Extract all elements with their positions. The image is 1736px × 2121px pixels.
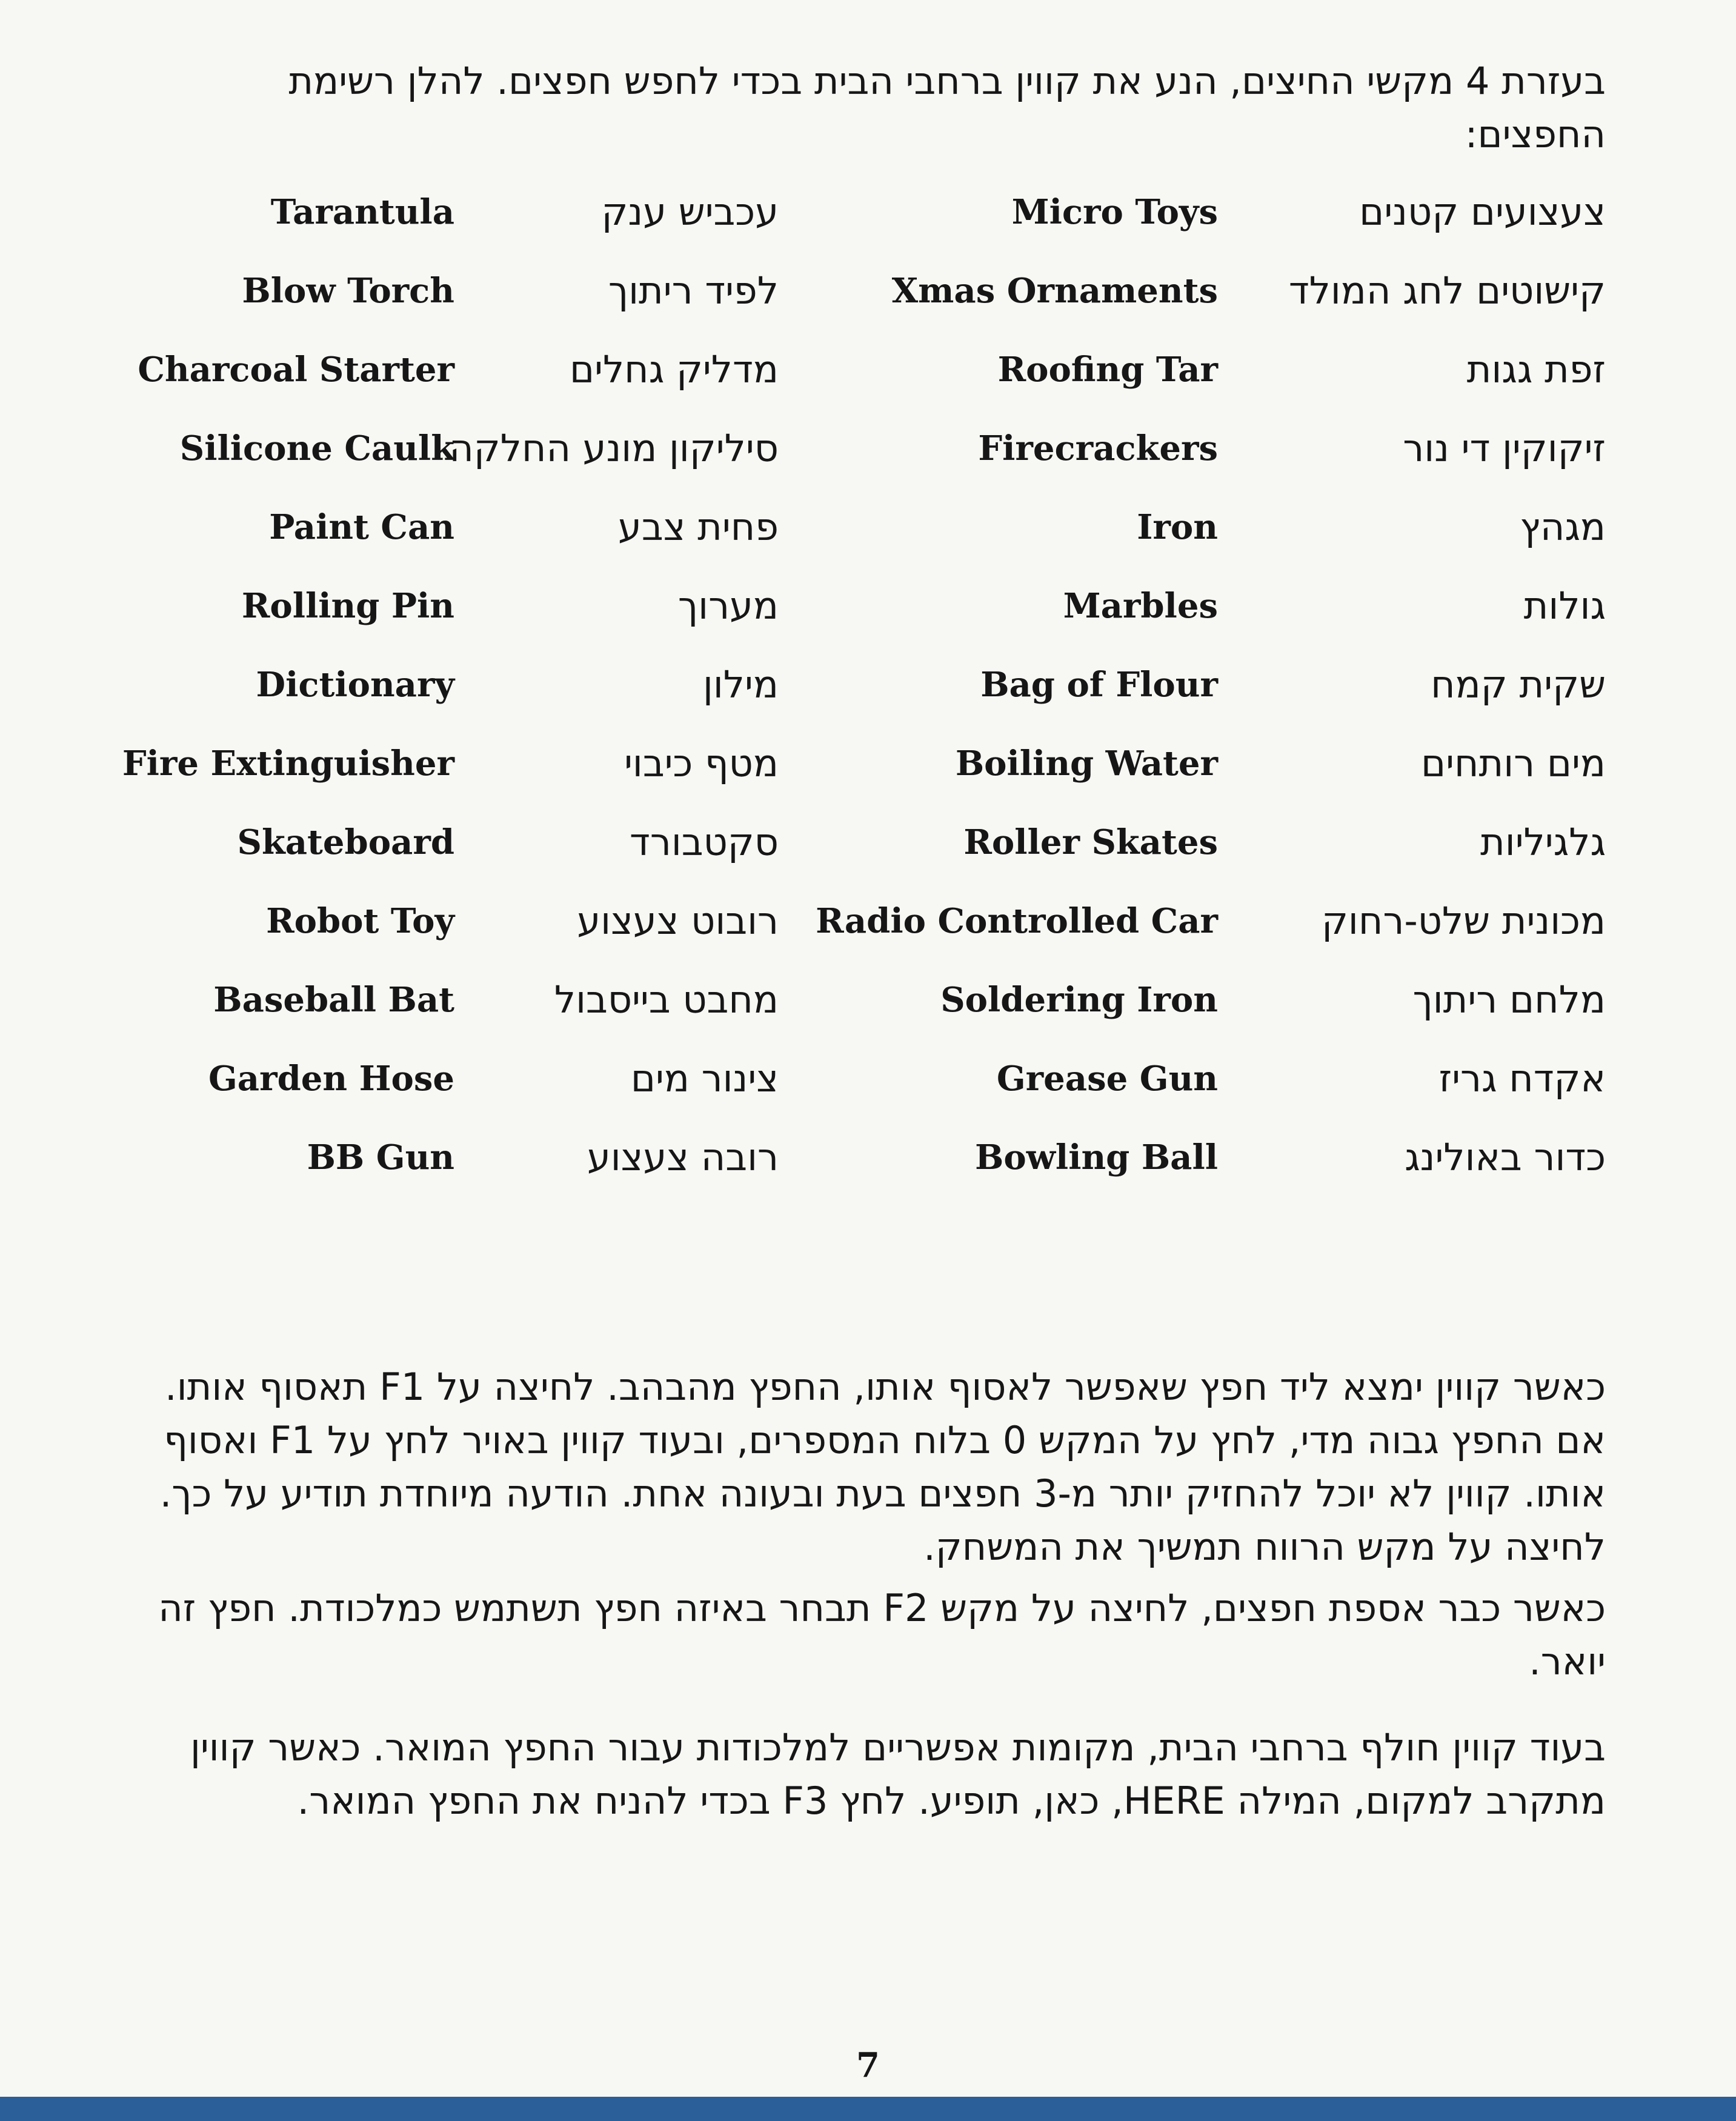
item-english-name: Firecrackers <box>978 428 1218 468</box>
item-english-name: Soldering Iron <box>940 980 1218 1020</box>
item-row <box>0 970 1736 1030</box>
item-english-name: Bowling Ball <box>975 1137 1218 1177</box>
item-row <box>0 1127 1736 1188</box>
item-hebrew-name: מכונית שלט-רחוק <box>1321 899 1606 943</box>
item-hebrew-name: מערוך <box>677 584 779 628</box>
item-english-name: Skateboard <box>237 822 454 862</box>
item-english-name: Roller Skates <box>963 822 1218 862</box>
item-english-name: Fire Extinguisher <box>122 744 454 784</box>
item-hebrew-name: רובה צעצוע <box>587 1135 779 1179</box>
item-english-name: Robot Toy <box>266 901 454 941</box>
item-hebrew-name: זפת גגות <box>1466 347 1606 391</box>
item-row <box>0 733 1736 794</box>
item-english-name: Boiling Water <box>955 744 1218 784</box>
item-english-name: Silicone Caulk <box>179 428 454 468</box>
item-english-name: Radio Controlled Car <box>816 901 1218 941</box>
item-hebrew-name: מחבט בייסבול <box>554 977 779 1022</box>
item-english-name: Iron <box>1137 507 1218 547</box>
item-english-name: BB Gun <box>307 1137 454 1177</box>
item-row <box>0 576 1736 636</box>
item-hebrew-name: מלחם ריתוך <box>1412 977 1606 1022</box>
item-english-name: Tarantula <box>270 192 454 232</box>
item-row <box>0 497 1736 558</box>
item-row <box>0 418 1736 479</box>
item-hebrew-name: שקית קמח <box>1431 662 1606 707</box>
item-row <box>0 891 1736 951</box>
place-trap-paragraph: בעוד קווין חולף ברחבי הבית, מקומות אפשריים למלכודות עבור החפץ המואר. כאשר קווין מתקרב למקום, המילה HERE, כאן, תופיע. לחץ F3 בכדי להניח את החפץ המואר. <box>190 1725 1606 1823</box>
item-row <box>0 261 1736 321</box>
select-trap-paragraph: כאשר כבר אספת חפצים, לחיצה על מקש F2 תבחר באיזה חפץ תשתמש כמלכודת. חפץ זה יואר. <box>158 1586 1606 1683</box>
item-hebrew-name: זיקוקין די נור <box>1403 426 1606 470</box>
item-row <box>0 1048 1736 1109</box>
item-english-name: Dictionary <box>256 665 454 705</box>
item-hebrew-name: עכביש ענק <box>601 190 779 234</box>
item-list <box>0 182 1736 1212</box>
item-english-name: Paint Can <box>269 507 454 547</box>
item-hebrew-name: מטף כיבוי <box>624 741 779 785</box>
background-edge <box>0 2097 1736 2121</box>
item-english-name: Garden Hose <box>208 1059 454 1099</box>
intro-paragraph: בעזרת 4 מקשי החיצים, הנע את קווין ברחבי הבית בכדי לחפש חפצים. להלן רשימת החפצים: <box>288 59 1606 156</box>
item-hebrew-name: כדור באולינג <box>1405 1135 1606 1179</box>
pickup-instructions-paragraph: כאשר קווין ימצא ליד חפץ שאפשר לאסוף אותו, החפץ מהבהב. לחיצה על F1 תאסוף אותו. אם החפץ גבוה מדי, לחץ על המקש 0 בלוח המספרים, ובעוד קווין באויר לחץ על F1 ואסוף אותו. קווין לא יוכל להחזיק יותר מ-3 חפצים בעת ובעונה אחת. הודעה מיוחדת תודיע על כך. לחיצה על מקש הרווח תמשיך את המשחק. <box>159 1365 1606 1569</box>
item-english-name: Baseball Bat <box>213 980 454 1020</box>
item-english-name: Roofing Tar <box>997 350 1218 390</box>
item-hebrew-name: צינור מים <box>630 1056 779 1100</box>
item-hebrew-name: רובוט צעצוע <box>577 899 779 943</box>
item-english-name: Grease Gun <box>996 1059 1218 1099</box>
item-hebrew-name: מגהץ <box>1520 505 1606 549</box>
item-hebrew-name: מדליק גחלים <box>569 347 779 391</box>
item-english-name: Bag of Flour <box>980 665 1218 705</box>
item-english-name: Marbles <box>1063 586 1218 626</box>
item-hebrew-name: לפיד ריתוך <box>608 268 779 313</box>
item-hebrew-name: גלגיליות <box>1480 820 1606 864</box>
item-row <box>0 339 1736 400</box>
item-hebrew-name: מים רותחים <box>1421 741 1606 785</box>
item-hebrew-name: גולות <box>1523 584 1606 628</box>
item-hebrew-name: מילון <box>703 662 779 707</box>
page-number: 7 <box>856 2045 880 2085</box>
item-row <box>0 812 1736 873</box>
item-hebrew-name: פחית צבע <box>618 505 779 549</box>
item-hebrew-name: צעצועים קטנים <box>1359 190 1606 234</box>
item-english-name: Micro Toys <box>1011 192 1218 232</box>
item-row <box>0 654 1736 715</box>
item-row <box>0 182 1736 242</box>
item-hebrew-name: קישוטים לחג המולד <box>1288 268 1606 313</box>
item-english-name: Rolling Pin <box>241 586 454 626</box>
item-hebrew-name: אקדח גריז <box>1438 1056 1606 1100</box>
item-english-name: Xmas Ornaments <box>891 271 1218 311</box>
item-english-name: Blow Torch <box>242 271 454 311</box>
item-english-name: Charcoal Starter <box>138 350 454 390</box>
item-hebrew-name: סקטבורד <box>629 820 779 864</box>
item-hebrew-name: סיליקון מונע החלקה <box>449 426 779 470</box>
